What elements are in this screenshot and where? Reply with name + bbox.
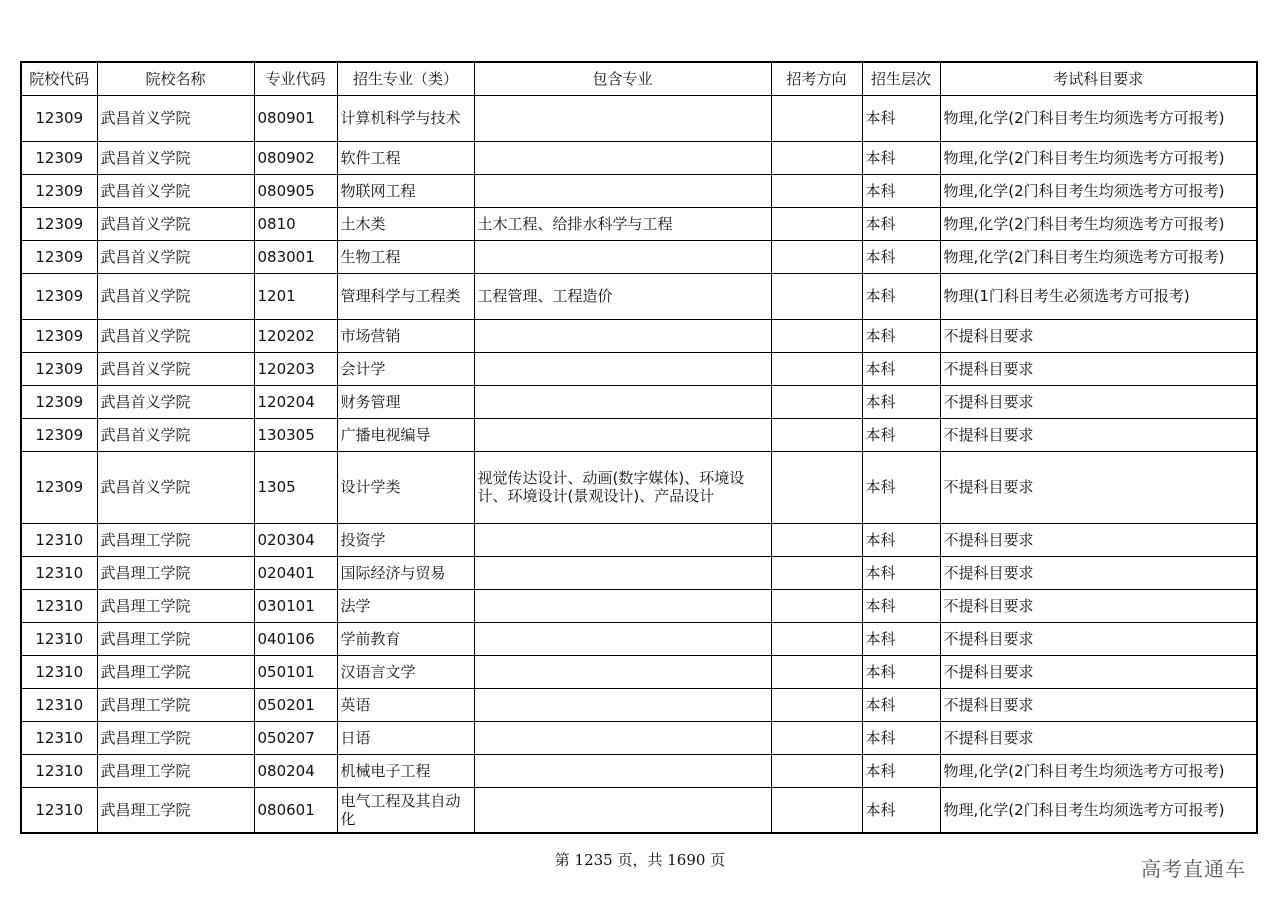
subjects-cell: 不提科目要求	[940, 556, 1257, 589]
subjects-cell: 物理,化学(2门科目考生均须选考方可报考)	[940, 174, 1257, 207]
direction-cell	[771, 787, 862, 833]
header-school-name: 院校名称	[97, 62, 254, 95]
table-row	[21, 622, 1257, 655]
direction-cell	[771, 240, 862, 273]
subjects-cell: 不提科目要求	[940, 655, 1257, 688]
header-level: 招生层次	[862, 62, 940, 95]
school-name-cell: 武昌理工学院	[97, 556, 254, 589]
watermark: 高考直通车	[1141, 857, 1246, 881]
school-name-cell: 武昌首义学院	[97, 385, 254, 418]
level-cell: 本科	[862, 352, 940, 385]
school-name-cell: 武昌理工学院	[97, 787, 254, 833]
subjects-cell: 不提科目要求	[940, 622, 1257, 655]
table-row	[21, 319, 1257, 352]
direction-cell	[771, 95, 862, 141]
major-code-cell: 080901	[254, 95, 337, 141]
school-name-cell: 武昌首义学院	[97, 319, 254, 352]
major-code-cell: 080204	[254, 754, 337, 787]
school-code-cell: 12310	[21, 523, 97, 556]
level-cell: 本科	[862, 655, 940, 688]
school-name-cell: 武昌首义学院	[97, 240, 254, 273]
major-code-cell: 030101	[254, 589, 337, 622]
school-code-cell: 12309	[21, 273, 97, 319]
level-cell: 本科	[862, 589, 940, 622]
direction-cell	[771, 207, 862, 240]
page-number: 第 1235 页，共 1690 页	[554, 851, 726, 869]
subjects-cell: 不提科目要求	[940, 418, 1257, 451]
school-name-cell: 武昌首义学院	[97, 174, 254, 207]
school-code-cell: 12309	[21, 95, 97, 141]
major-code-cell: 120203	[254, 352, 337, 385]
school-code-cell: 12309	[21, 451, 97, 523]
school-name-cell: 武昌首义学院	[97, 207, 254, 240]
school-code-cell: 12310	[21, 589, 97, 622]
school-code-cell: 12310	[21, 622, 97, 655]
direction-cell	[771, 273, 862, 319]
major-cell: 机械电子工程	[337, 754, 474, 787]
school-code-cell: 12309	[21, 141, 97, 174]
level-cell: 本科	[862, 721, 940, 754]
subjects-cell: 不提科目要求	[940, 385, 1257, 418]
table-row	[21, 174, 1257, 207]
level-cell: 本科	[862, 451, 940, 523]
major-code-cell: 050201	[254, 688, 337, 721]
direction-cell	[771, 523, 862, 556]
subjects-cell: 物理,化学(2门科目考生均须选考方可报考)	[940, 95, 1257, 141]
major-cell: 软件工程	[337, 141, 474, 174]
header-subjects: 考试科目要求	[940, 62, 1257, 95]
major-cell: 电气工程及其自动化	[337, 787, 474, 833]
subjects-cell: 不提科目要求	[940, 589, 1257, 622]
major-cell: 英语	[337, 688, 474, 721]
includes-cell	[474, 556, 771, 589]
includes-cell	[474, 240, 771, 273]
major-code-cell: 1305	[254, 451, 337, 523]
direction-cell	[771, 655, 862, 688]
table-row	[21, 273, 1257, 319]
table-row	[21, 352, 1257, 385]
table-row	[21, 207, 1257, 240]
subjects-cell: 不提科目要求	[940, 688, 1257, 721]
includes-cell: 工程管理、工程造价	[474, 273, 771, 319]
table-row	[21, 95, 1257, 141]
school-code-cell: 12310	[21, 688, 97, 721]
direction-cell	[771, 589, 862, 622]
level-cell: 本科	[862, 688, 940, 721]
table-row	[21, 787, 1257, 833]
table-row	[21, 754, 1257, 787]
direction-cell	[771, 556, 862, 589]
school-code-cell: 12309	[21, 207, 97, 240]
table-row	[21, 385, 1257, 418]
major-cell: 财务管理	[337, 385, 474, 418]
includes-cell	[474, 385, 771, 418]
level-cell: 本科	[862, 754, 940, 787]
includes-cell	[474, 622, 771, 655]
includes-cell	[474, 787, 771, 833]
major-cell: 设计学类	[337, 451, 474, 523]
direction-cell	[771, 622, 862, 655]
direction-cell	[771, 141, 862, 174]
major-cell: 市场营销	[337, 319, 474, 352]
header-includes: 包含专业	[474, 62, 771, 95]
major-cell: 法学	[337, 589, 474, 622]
table-row	[21, 523, 1257, 556]
header-major-code: 专业代码	[254, 62, 337, 95]
level-cell: 本科	[862, 622, 940, 655]
major-cell: 计算机科学与技术	[337, 95, 474, 141]
school-name-cell: 武昌理工学院	[97, 655, 254, 688]
major-code-cell: 120202	[254, 319, 337, 352]
subjects-cell: 物理(1门科目考生必须选考方可报考)	[940, 273, 1257, 319]
school-name-cell: 武昌理工学院	[97, 688, 254, 721]
subjects-cell: 不提科目要求	[940, 451, 1257, 523]
major-code-cell: 040106	[254, 622, 337, 655]
subjects-cell: 物理,化学(2门科目考生均须选考方可报考)	[940, 754, 1257, 787]
school-code-cell: 12309	[21, 418, 97, 451]
school-name-cell: 武昌理工学院	[97, 589, 254, 622]
level-cell: 本科	[862, 319, 940, 352]
includes-cell	[474, 523, 771, 556]
header-major: 招生专业（类）	[337, 62, 474, 95]
major-code-cell: 020401	[254, 556, 337, 589]
direction-cell	[771, 754, 862, 787]
school-code-cell: 12309	[21, 319, 97, 352]
includes-cell	[474, 589, 771, 622]
level-cell: 本科	[862, 240, 940, 273]
includes-cell: 视觉传达设计、动画(数字媒体)、环境设计、环境设计(景观设计)、产品设计	[474, 451, 771, 523]
header-row	[21, 62, 1257, 95]
table-row	[21, 451, 1257, 523]
major-cell: 土木类	[337, 207, 474, 240]
major-code-cell: 080902	[254, 141, 337, 174]
school-name-cell: 武昌首义学院	[97, 95, 254, 141]
direction-cell	[771, 319, 862, 352]
school-name-cell: 武昌首义学院	[97, 418, 254, 451]
school-name-cell: 武昌理工学院	[97, 754, 254, 787]
major-code-cell: 050101	[254, 655, 337, 688]
major-cell: 国际经济与贸易	[337, 556, 474, 589]
school-code-cell: 12309	[21, 240, 97, 273]
school-code-cell: 12310	[21, 754, 97, 787]
subjects-cell: 不提科目要求	[940, 319, 1257, 352]
includes-cell	[474, 352, 771, 385]
school-code-cell: 12310	[21, 787, 97, 833]
school-code-cell: 12309	[21, 385, 97, 418]
major-cell: 管理科学与工程类	[337, 273, 474, 319]
major-code-cell: 130305	[254, 418, 337, 451]
major-code-cell: 080905	[254, 174, 337, 207]
level-cell: 本科	[862, 95, 940, 141]
school-name-cell: 武昌理工学院	[97, 622, 254, 655]
major-cell: 广播电视编导	[337, 418, 474, 451]
major-code-cell: 0810	[254, 207, 337, 240]
direction-cell	[771, 352, 862, 385]
direction-cell	[771, 418, 862, 451]
table-row	[21, 556, 1257, 589]
major-code-cell: 083001	[254, 240, 337, 273]
subjects-cell: 物理,化学(2门科目考生均须选考方可报考)	[940, 141, 1257, 174]
table-row	[21, 240, 1257, 273]
major-cell: 汉语言文学	[337, 655, 474, 688]
major-cell: 会计学	[337, 352, 474, 385]
school-code-cell: 12310	[21, 721, 97, 754]
includes-cell	[474, 721, 771, 754]
subjects-cell: 物理,化学(2门科目考生均须选考方可报考)	[940, 787, 1257, 833]
level-cell: 本科	[862, 273, 940, 319]
level-cell: 本科	[862, 207, 940, 240]
subjects-cell: 不提科目要求	[940, 352, 1257, 385]
level-cell: 本科	[862, 385, 940, 418]
major-cell: 学前教育	[337, 622, 474, 655]
includes-cell	[474, 141, 771, 174]
direction-cell	[771, 688, 862, 721]
level-cell: 本科	[862, 141, 940, 174]
major-cell: 物联网工程	[337, 174, 474, 207]
table-row	[21, 589, 1257, 622]
school-code-cell: 12309	[21, 174, 97, 207]
direction-cell	[771, 174, 862, 207]
table-row	[21, 418, 1257, 451]
subjects-cell: 不提科目要求	[940, 523, 1257, 556]
header-direction: 招考方向	[771, 62, 862, 95]
subjects-cell: 物理,化学(2门科目考生均须选考方可报考)	[940, 240, 1257, 273]
includes-cell: 土木工程、给排水科学与工程	[474, 207, 771, 240]
direction-cell	[771, 721, 862, 754]
includes-cell	[474, 754, 771, 787]
school-name-cell: 武昌首义学院	[97, 141, 254, 174]
includes-cell	[474, 655, 771, 688]
table-row	[21, 141, 1257, 174]
level-cell: 本科	[862, 418, 940, 451]
admission-table	[20, 61, 1258, 834]
level-cell: 本科	[862, 174, 940, 207]
major-cell: 投资学	[337, 523, 474, 556]
table-row	[21, 688, 1257, 721]
major-code-cell: 1201	[254, 273, 337, 319]
includes-cell	[474, 319, 771, 352]
includes-cell	[474, 95, 771, 141]
header-school-code: 院校代码	[21, 62, 97, 95]
table-row	[21, 655, 1257, 688]
table-row	[21, 721, 1257, 754]
direction-cell	[771, 385, 862, 418]
school-name-cell: 武昌首义学院	[97, 352, 254, 385]
level-cell: 本科	[862, 556, 940, 589]
includes-cell	[474, 418, 771, 451]
major-code-cell: 120204	[254, 385, 337, 418]
school-code-cell: 12310	[21, 556, 97, 589]
school-name-cell: 武昌首义学院	[97, 273, 254, 319]
includes-cell	[474, 688, 771, 721]
school-name-cell: 武昌理工学院	[97, 721, 254, 754]
level-cell: 本科	[862, 523, 940, 556]
includes-cell	[474, 174, 771, 207]
subjects-cell: 不提科目要求	[940, 721, 1257, 754]
subjects-cell: 物理,化学(2门科目考生均须选考方可报考)	[940, 207, 1257, 240]
major-code-cell: 080601	[254, 787, 337, 833]
major-code-cell: 020304	[254, 523, 337, 556]
direction-cell	[771, 451, 862, 523]
school-code-cell: 12309	[21, 352, 97, 385]
school-name-cell: 武昌理工学院	[97, 523, 254, 556]
school-code-cell: 12310	[21, 655, 97, 688]
major-cell: 日语	[337, 721, 474, 754]
school-name-cell: 武昌首义学院	[97, 451, 254, 523]
level-cell: 本科	[862, 787, 940, 833]
major-code-cell: 050207	[254, 721, 337, 754]
major-cell: 生物工程	[337, 240, 474, 273]
